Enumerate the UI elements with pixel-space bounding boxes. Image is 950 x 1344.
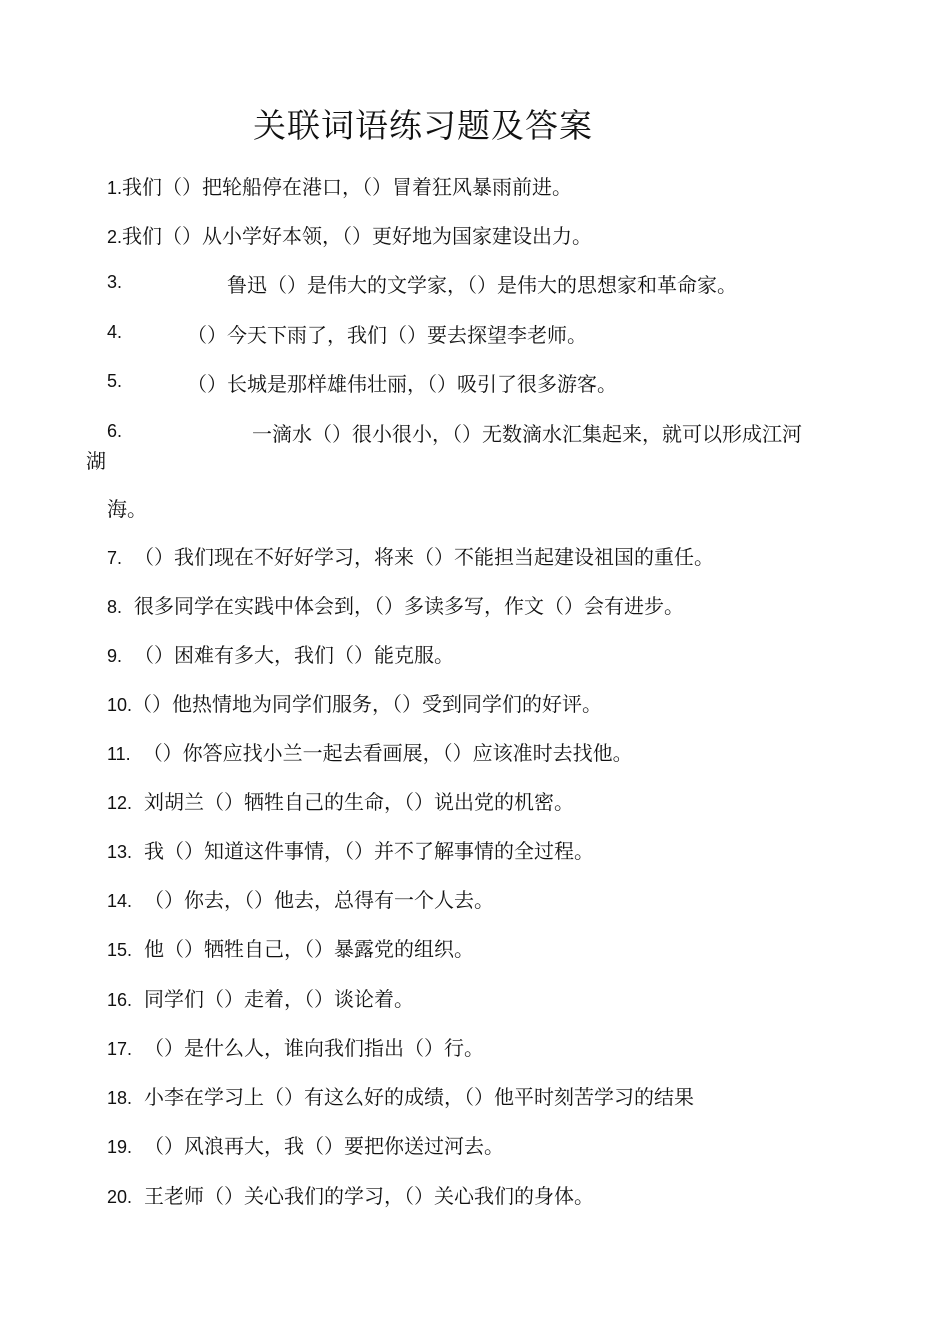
question-text: 一滴水（）很小很小，（）无数滴水汇集起来，就可以形成江河 (252, 422, 802, 446)
question-6-wrap (86, 445, 106, 474)
question-4 (107, 319, 587, 347)
question-text: （）你去，（）他去，总得有一个人去。 (144, 888, 495, 912)
question-number: 5. (107, 371, 123, 391)
question-3 (107, 269, 737, 297)
question-number: 16. (107, 990, 133, 1010)
question-number: 19. (107, 1137, 133, 1157)
question-1 (107, 171, 572, 200)
question-text: 刘胡兰（）牺牲自己的生命，（）说出党的机密。 (144, 790, 575, 814)
question-7 (107, 541, 714, 570)
question-text: 王老师（）关心我们的学习，（）关心我们的身体。 (144, 1184, 595, 1208)
question-text: 我们（）把轮船停在港口，（）冒着狂风暴雨前进。 (122, 175, 573, 199)
question-text: 同学们（）走着，（）谈论着。 (144, 987, 415, 1011)
question-number: 3. (107, 272, 123, 292)
question-text: （）长城是那样雄伟壮丽，（）吸引了很多游客。 (187, 372, 617, 396)
question-text: 我们（）从小学好本领，（）更好地为国家建设出力。 (122, 224, 593, 248)
question-number: 20. (107, 1187, 133, 1207)
question-number: 14. (107, 891, 133, 911)
question-17 (107, 1032, 484, 1061)
question-13 (107, 835, 594, 864)
question-12 (107, 786, 574, 815)
question-number: 8. (107, 597, 123, 617)
question-number: 15. (107, 940, 133, 960)
question-text: （）困难有多大，我们（）能克服。 (134, 643, 455, 667)
question-number: 11. (107, 744, 131, 764)
question-number: 12. (107, 793, 133, 813)
question-19 (107, 1130, 504, 1159)
question-text: （）他热情地为同学们服务，（）受到同学们的好评。 (132, 692, 603, 716)
question-11 (107, 737, 633, 766)
question-text: 他（）牺牲自己，（）暴露党的组织。 (144, 937, 475, 961)
question-text: 鲁迅（）是伟大的文学家，（）是伟大的思想家和革命家。 (227, 273, 737, 297)
question-text: （）今天下雨了，我们（）要去探望李老师。 (187, 323, 587, 347)
question-9 (107, 639, 454, 668)
question-number: 13. (107, 842, 133, 862)
question-number: 2. (107, 227, 123, 247)
question-text-wrap: 湖 (86, 449, 106, 473)
question-6-continued (107, 493, 147, 522)
question-16 (107, 983, 414, 1012)
question-8 (107, 590, 684, 619)
question-number: 9. (107, 646, 123, 666)
question-number: 18. (107, 1088, 133, 1108)
question-text: （）风浪再大，我（）要把你送过河去。 (144, 1134, 505, 1158)
question-18 (107, 1081, 694, 1110)
question-2 (107, 220, 592, 249)
question-text: 我（）知道这件事情，（）并不了解事情的全过程。 (144, 839, 595, 863)
question-number: 10. (107, 695, 133, 715)
question-text: 小李在学习上（）有这么好的成绩，（）他平时刻苦学习的结果 (144, 1085, 695, 1109)
question-20 (107, 1180, 594, 1209)
question-text: 很多同学在实践中体会到，（）多读多写，作文（）会有进步。 (134, 594, 685, 618)
document-title (0, 100, 950, 147)
question-number: 6. (107, 421, 123, 441)
question-5 (107, 368, 617, 396)
question-number: 1. (107, 178, 123, 198)
question-number: 7. (107, 548, 123, 568)
question-14 (107, 884, 494, 913)
question-number: 17. (107, 1039, 133, 1059)
question-text: （）是什么人，谁向我们指出（）行。 (144, 1036, 485, 1060)
document-title-text: 关联词语练习题及答案 (253, 106, 593, 145)
question-number: 4. (107, 322, 123, 342)
question-6 (107, 418, 802, 446)
question-text: （）你答应找小兰一起去看画展，（）应该准时去找他。 (142, 741, 633, 765)
question-text: （）我们现在不好好学习，将来（）不能担当起建设祖国的重任。 (134, 545, 715, 569)
question-text-continued: 海。 (107, 497, 147, 521)
question-15 (107, 933, 474, 962)
question-10 (107, 688, 602, 717)
